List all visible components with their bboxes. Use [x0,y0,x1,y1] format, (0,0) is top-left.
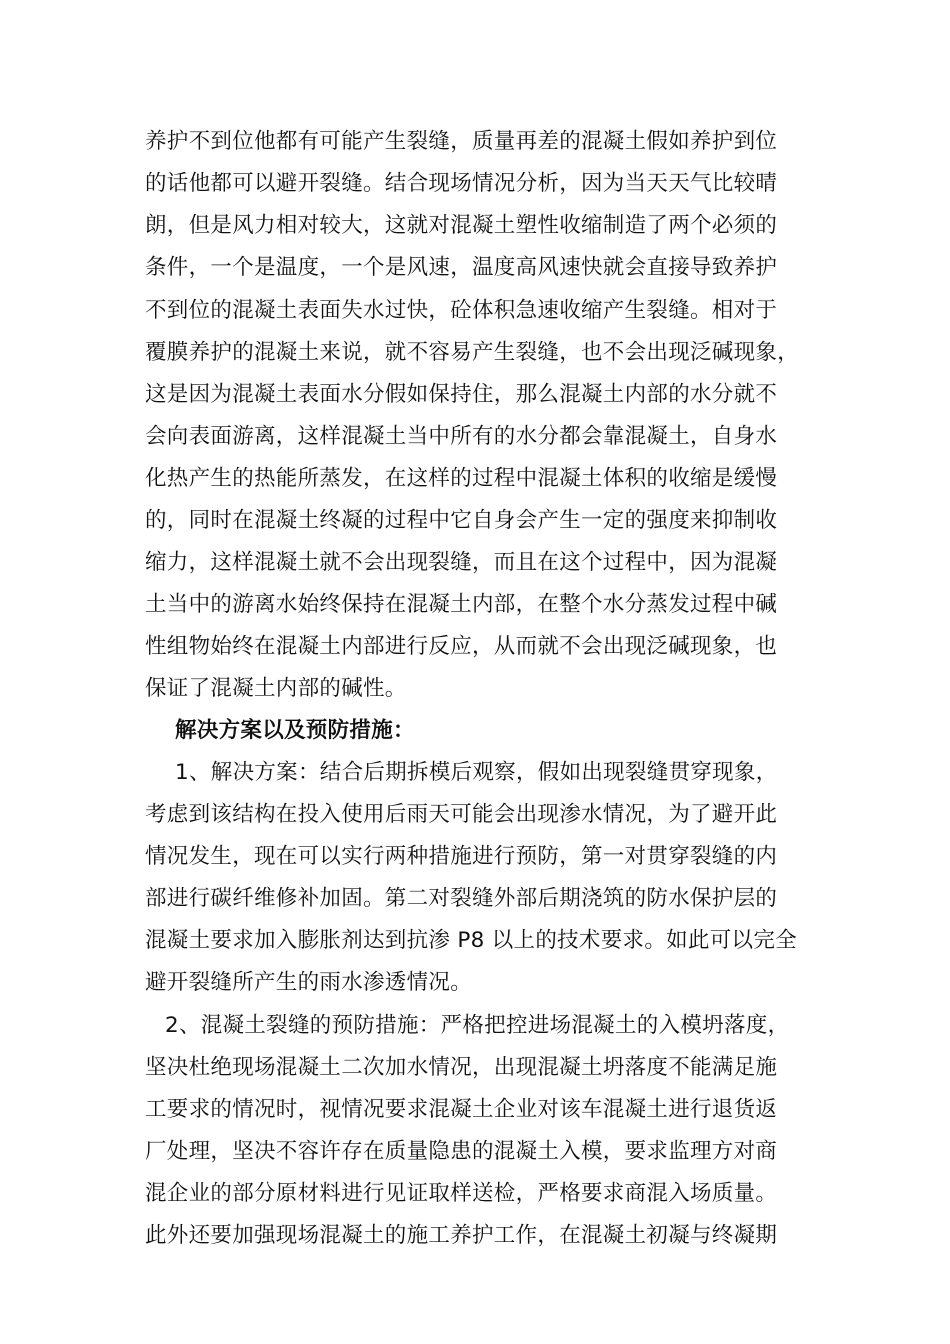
paragraph-line: 坚决杜绝现场混凝土二次加水情况，出现混凝土坍落度不能满足施 [145,1055,778,1080]
paragraph-line: 工要求的情况时，视情况要求混凝土企业对该车混凝土进行退货返 [145,1097,778,1122]
paragraph-line: 混凝土要求加入膨胀剂达到抗渗 P8 以上的技术要求。如此可以完全 [145,928,797,953]
paragraph-line: 2、混凝土裂缝的预防措施：严格把控进场混凝土的入模坍落度， [165,1013,790,1038]
paragraph-line: 考虑到该结构在投入使用后雨天可能会出现渗水情况，为了避开此 [145,802,778,827]
paragraph-line: 条件，一个是温度，一个是风速，温度高风速快就会直接导致养护 [145,255,778,280]
paragraph-line: 化热产生的热能所蒸发，在这样的过程中混凝土体积的收缩是缓慢 [145,466,778,491]
paragraph-line: 的，同时在混凝土终凝的过程中它自身会产生一定的强度来抑制收 [145,508,778,533]
paragraph-line: 覆膜养护的混凝土来说，就不容易产生裂缝，也不会出现泛碱现象， [145,340,800,365]
paragraph-line: 1、解决方案：结合后期拆模后观察，假如出现裂缝贯穿现象， [175,760,778,785]
paragraph-line: 不到位的混凝土表面失水过快，砼体积急速收缩产生裂缝。相对于 [145,298,778,323]
section-heading: 解决方案以及预防措施： [175,718,415,743]
paragraph-line: 情况发生，现在可以实行两种措施进行预防，第一对贯穿裂缝的内 [145,844,778,869]
paragraph-line: 保证了混凝土内部的碱性。 [145,676,407,701]
paragraph-line: 部进行碳纤维修补加固。第二对裂缝外部后期浇筑的防水保护层的 [145,886,778,911]
paragraph-line: 厂处理，坚决不容许存在质量隐患的混凝土入模，要求监理方对商 [145,1139,778,1164]
paragraph-line: 养护不到位他都有可能产生裂缝，质量再差的混凝土假如养护到位 [145,129,778,154]
paragraph-line: 性组物始终在混凝土内部进行反应，从而就不会出现泛碱现象，也 [145,634,778,659]
paragraph-line: 朗，但是风力相对较大，这就对混凝土塑性收缩制造了两个必须的 [145,213,778,238]
paragraph-line: 土当中的游离水始终保持在混凝土内部，在整个水分蒸发过程中碱 [145,592,778,617]
paragraph-line: 会向表面游离，这样混凝土当中所有的水分都会靠混凝土，自身水 [145,424,778,449]
paragraph-line: 的话他都可以避开裂缝。结合现场情况分析，因为当天天气比较晴 [145,171,778,196]
paragraph-line: 混企业的部分原材料进行见证取样送检，严格要求商混入场质量。 [145,1181,778,1206]
paragraph-line: 这是因为混凝土表面水分假如保持住，那么混凝土内部的水分就不 [145,382,778,407]
paragraph-line: 缩力，这样混凝土就不会出现裂缝，而且在这个过程中，因为混凝 [145,550,778,575]
paragraph-line: 避开裂缝所产生的雨水渗透情况。 [145,970,473,995]
paragraph-line: 此外还要加强现场混凝土的施工养护工作，在混凝土初凝与终凝期 [145,1223,778,1248]
